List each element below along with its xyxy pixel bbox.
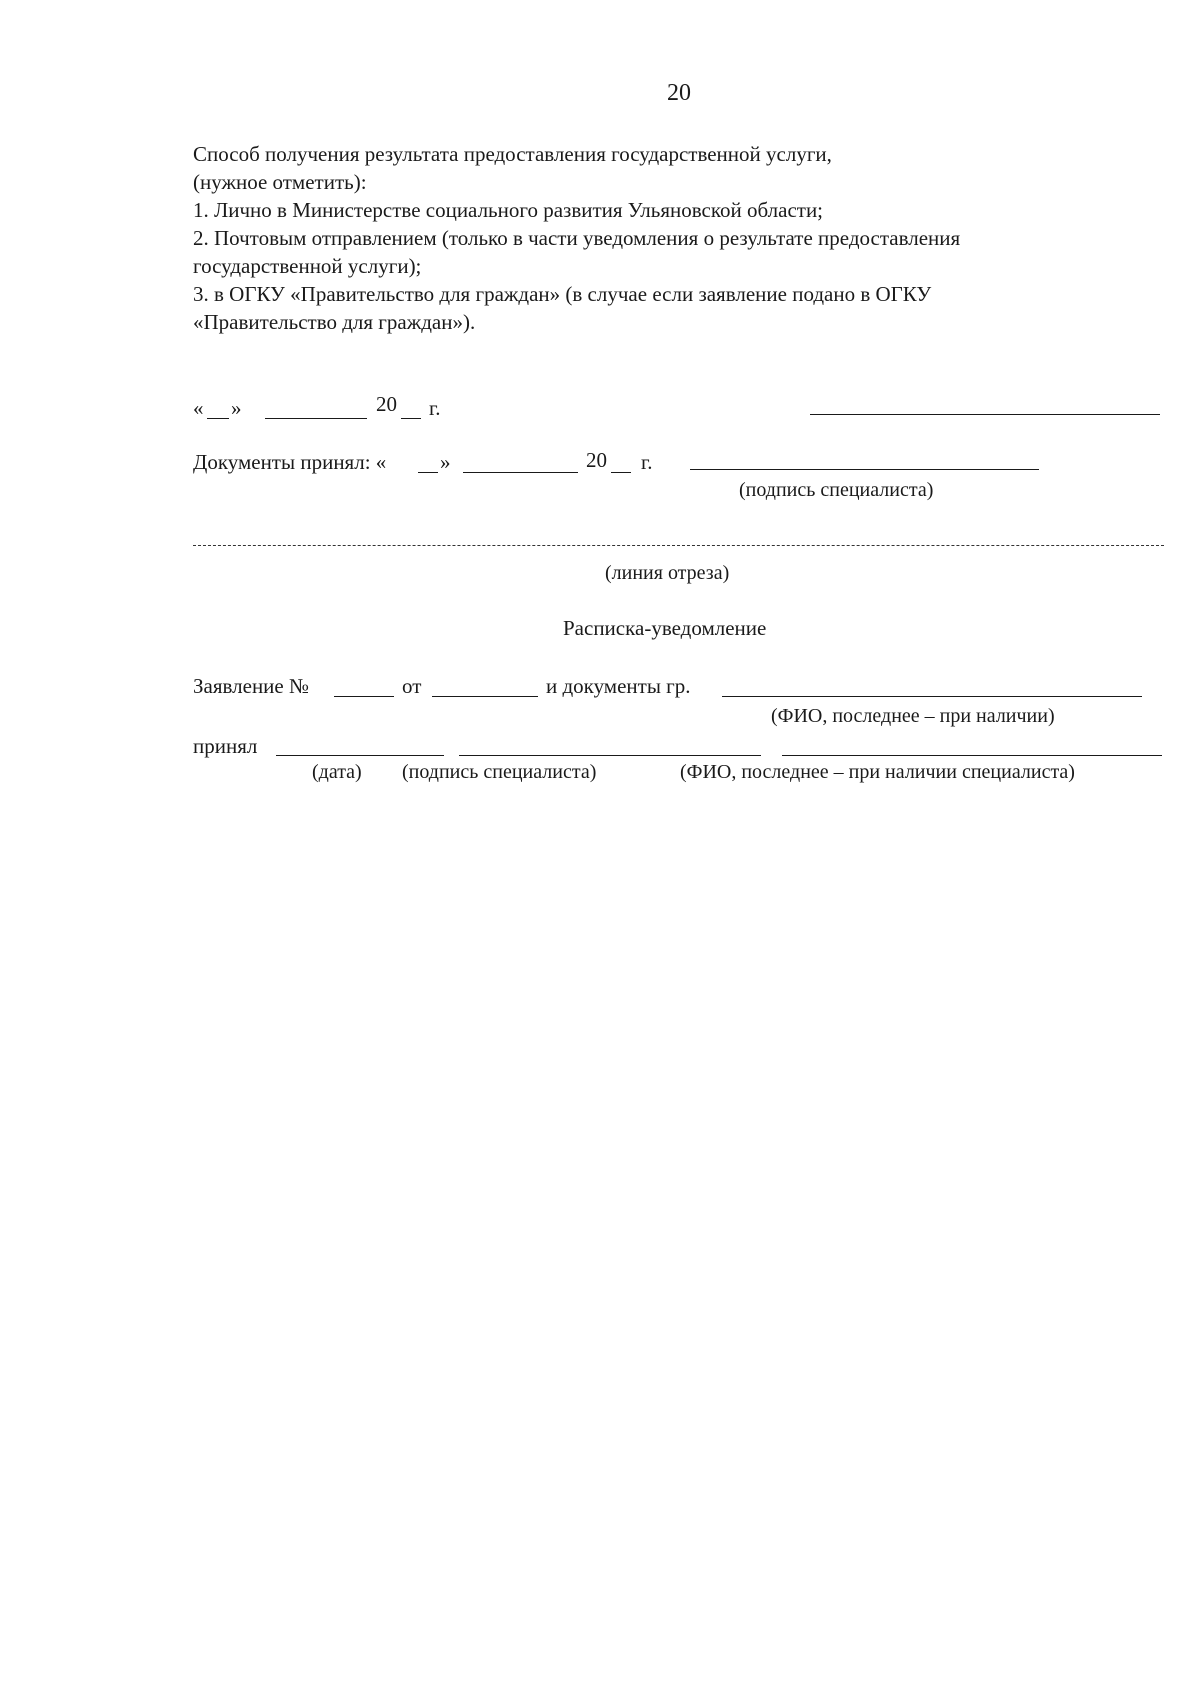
citizen-fio-caption: (ФИО, последнее – при наличии) [771,705,1055,727]
accepted-year-blank-line [611,472,631,473]
specialist-signature-caption: (подпись специалиста) [739,479,934,501]
page-number: 20 [667,80,691,106]
receipt-specialist-fio-blank-line [782,755,1162,756]
day-blank-line [207,418,229,419]
receipt-specialist-fio-caption: (ФИО, последнее – при наличии специалиста) [680,761,1075,783]
receipt-date-caption: (дата) [312,761,362,783]
accepted-year-prefix: 20 [586,448,607,472]
receipt-date-blank-line [276,755,444,756]
specialist-signature-line [690,469,1039,470]
applicant-signature-line [810,414,1160,415]
method-heading-line2: (нужное отметить): [193,170,367,194]
receipt-signature-blank-line [459,755,761,756]
application-from-label: от [402,674,422,698]
application-number-blank-line [334,696,394,697]
method-option-2-line2: государственной услуги); [193,254,422,278]
year-blank-line [401,418,421,419]
received-by-label: принял [193,734,258,758]
application-date-blank-line [432,696,538,697]
date-quote-close: » [231,396,242,420]
receipt-title: Расписка-уведомление [563,616,767,640]
accepted-year-suffix: г. [641,450,653,474]
cut-line-caption: (линия отреза) [605,562,730,584]
method-heading-line1: Способ получения результата предоставления государственной услуги, [193,142,832,166]
accepted-quote-close: » [440,450,451,474]
application-number-label: Заявление № [193,674,310,698]
date-year-suffix: г. [429,396,441,420]
citizen-fio-blank-line [722,696,1142,697]
accepted-month-blank-line [463,472,578,473]
documents-citizen-label: и документы гр. [546,674,691,698]
cut-line [193,545,1164,546]
date-quote-open: « [193,396,204,420]
method-option-3-line2: «Правительство для граждан»). [193,310,476,334]
documents-accepted-label: Документы принял: « [193,450,387,474]
accepted-day-blank-line [418,472,438,473]
date-year-prefix: 20 [376,392,397,416]
month-blank-line [265,418,367,419]
method-option-1: 1. Лично в Министерстве социального развития Ульяновской области; [193,198,824,222]
method-option-3-line1: 3. в ОГКУ «Правительство для граждан» (в случае если заявление подано в ОГКУ [193,282,932,306]
receipt-signature-caption: (подпись специалиста) [402,761,597,783]
method-option-2-line1: 2. Почтовым отправлением (только в части уведомления о результате предоставления [193,226,961,250]
